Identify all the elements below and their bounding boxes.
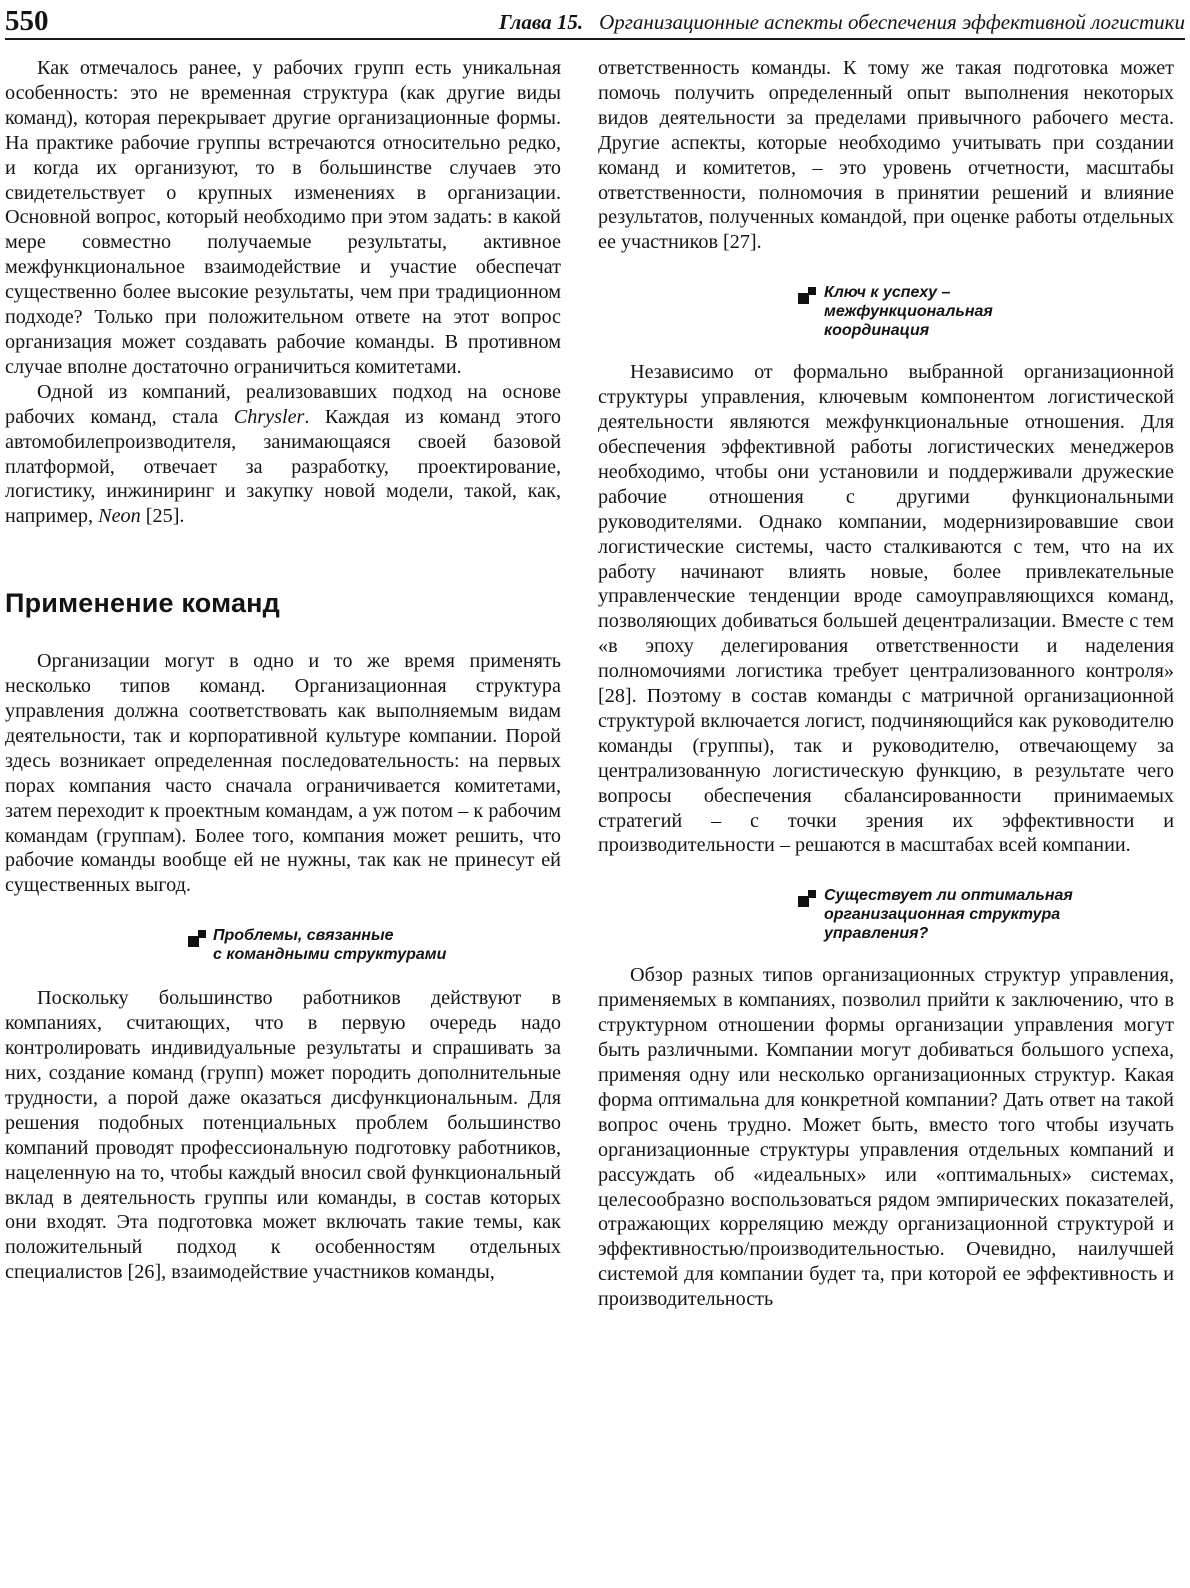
subheading-text: Ключ к успеху – межфункциональная координация [824, 284, 993, 340]
company-name: Chrysler [233, 405, 305, 428]
bullet-squares-icon [798, 890, 818, 908]
subheading [598, 283, 1174, 340]
subheading-text: Проблемы, связанные с командными структурами [213, 927, 447, 964]
subheading-text: Существует ли оптимальная организационная структура управления? [824, 887, 1073, 943]
text-run: . Каждая из команд этого автомобилепроизводителя, занимающаяся своей базовой платформой, отвечает за разработку, проектирование, логистику, инжиниринг и закупку новой модели, такой, как, например, [5, 405, 562, 528]
running-header [5, 4, 1185, 40]
subheading [598, 886, 1174, 943]
text-run: Одной из компаний, реализовавших подход на основе рабочих команд, стала [5, 380, 561, 428]
running-head [499, 6, 1185, 38]
paragraph: Как отмечалось ранее, у рабочих групп есть уникальная особенность: это не временная структура (как другие виды команд), которая перекрывает другие организационные формы. На практике рабочие группы встречаются относительно редко, и когда их организуют, то в большинстве случаев это свидетельствует о крупных изменениях в организации. Основной вопрос, который необходимо при этом задать: в какой мере совместно получаемые результаты, активное межфункциональное взаимодействие и участие обеспечат существенно более высокие результаты, чем при традиционном подходе? Только при положительном ответе на этот вопрос организация может создавать рабочие команды. В противном случае вполне достаточно ограничиться комитетами. [5, 57, 561, 378]
section-heading: Применение команд [5, 588, 281, 619]
model-name: Neon [98, 505, 141, 528]
paragraph: Организации могут в одно и то же время применять несколько типов команд. Организационная структура управления должна соответствовать как выполняемым видам деятельности, так и корпоративной культуре компании. Порой здесь возникает определенная последовательность: на первых порах компания часто сначала ограничивается комитетами, затем переходит к проектным командам, а уж потом – к рабочим командам (группам). Более того, компания может решить, что рабочие команды вообще ей не нужны, так как не принесут ей существенных выгод. [5, 650, 561, 897]
left-column [5, 56, 561, 1285]
paragraph [5, 380, 561, 529]
right-column [598, 56, 1174, 1312]
paragraph: Обзор разных типов организационных структур управления, применяемых в компаниях, позволил прийти к заключению, что в структурном отношении формы организации управления могут быть различными. Компании могут добиваться большого успеха, применяя одну или несколько организационных структур. Какая форма оптимальна для конкретной компании? Дать ответ на такой вопрос очень трудно. Может быть, вместо того чтобы изучать организационные структуры управления отдельных компаний и рассуждать об «идеальных» или «оптимальных» системах, целесообразно воспользоваться рядом эмпирических показателей, отражающих корреляцию между организационной структурой и эффективностью/производительностью. Очевидно, наилучшей системой для компании будет та, при которой ее эффективность и производительность [598, 964, 1174, 1311]
paragraph: Поскольку большинство работников действуют в компаниях, считающих, что в первую очередь надо контролировать индивидуальные результаты и спрашивать за них, создание команд (групп) может породить дополнительные трудности, а порой даже оказаться дисфункциональным. Для решения подобных потенциальных проблем большинство компаний проводят профессиональную подготовку работников, нацеленную на то, чтобы каждый вносил свой функциональный вклад в деятельность группы или команды, в состав которых они входят. Эта подготовка может включать такие темы, как положительный подход к особенностям отдельных специалистов [26], взаимодействие участников команды, [5, 987, 561, 1284]
page-number: 550 [5, 5, 49, 37]
chapter-label: Глава 15. [498, 10, 584, 34]
chapter-title: Организационные аспекты обеспечения эффективной логистики [599, 10, 1185, 34]
bullet-squares-icon [798, 287, 818, 305]
paragraph: ответственность команды. К тому же такая подготовка может помочь получить определенный опыт выполнения некоторых видов деятельности за пределами привычного рабочего места. Другие аспекты, которые необходимо учитывать при создании команд и комитетов, – это уровень отчетности, масштабы ответственности, полномочия в принятии решений и влияние результатов, полученных командой, при оценке работы отдельных ее участников [27]. [598, 57, 1174, 254]
subheading [5, 926, 561, 966]
paragraph: Независимо от формально выбранной организационной структуры управления, ключевым компонентом логистической деятельности являются межфункциональные отношения. Для обеспечения эффективной работы логистических менеджеров необходимо, чтобы они установили и поддерживали дружеские рабочие отношения с другими функциональными руководителями. Однако компании, модернизировавшие свои логистические системы, часто сталкиваются с тем, что на их работу начинают влиять новые, более привлекательные управленческие тенденции вроде самоуправляющихся команд, позволяющих добиваться большей децентрализации. Вместе с тем «в эпоху делегирования ответственности и наделения полномочиями логистика требует централизованного контроля» [28]. Поэтому в состав команды с матричной организационной структурой включается логист, подчиняющийся как руководителю команды (группы), так и руководителю, отвечающему за централизованную логистическую функцию, в результате чего вопросы обеспечения сбалансированности принимаемых стратегий – с точки зрения их эффективности и производительности – решаются в масштабах всей компании. [598, 361, 1174, 857]
bullet-squares-icon [188, 930, 208, 948]
text-run: [25]. [140, 505, 185, 528]
